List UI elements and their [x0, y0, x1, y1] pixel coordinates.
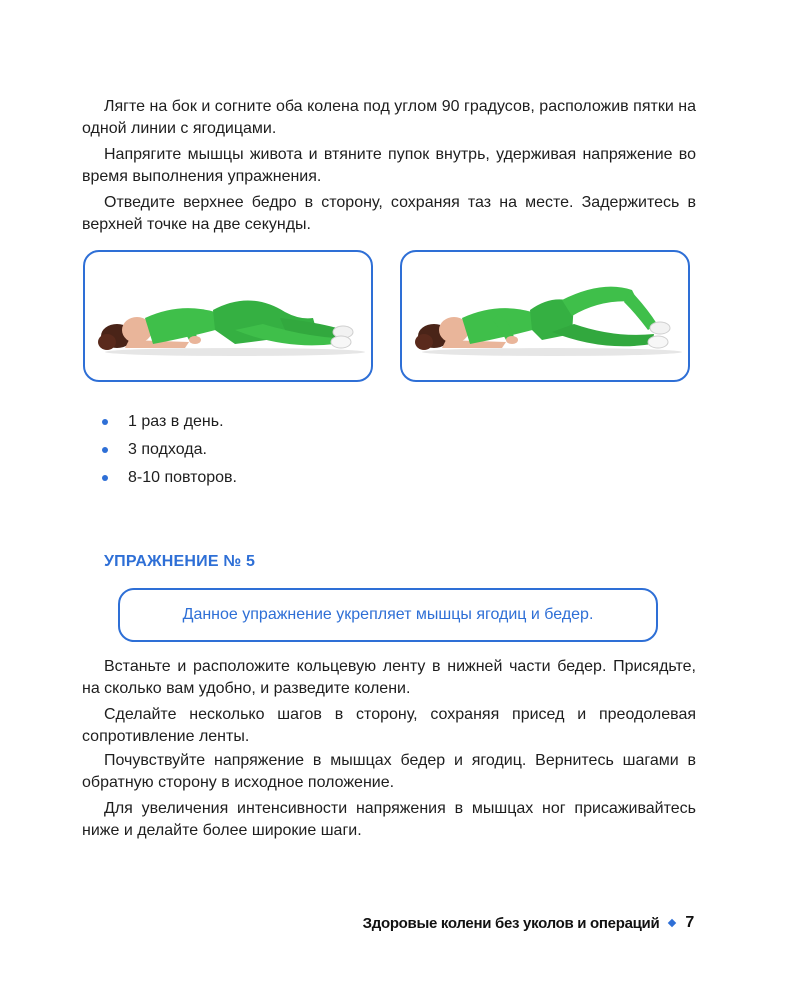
intro-paragraph-3: Отведите верхнее бедро в сторону, сохраняя таз на месте. Задержитесь в верхней точке на две секунды.: [82, 194, 696, 233]
page-number: 7: [685, 914, 694, 931]
exercise-paragraph-1: Встаньте и расположите кольцевую ленту в нижней части бедер. Присядьте, на сколько вам удобно, и разведите колени.: [82, 658, 696, 697]
exercise-paragraph-2: Сделайте несколько шагов в сторону, сохраняя присед и преодолевая сопротивление ленты.: [82, 706, 696, 745]
list-item: 8-10 повторов.: [100, 464, 237, 492]
bullet-icon: [102, 475, 108, 481]
exercise-heading: УПРАЖНЕНИЕ № 5: [104, 553, 256, 570]
page-footer: [363, 914, 694, 932]
exercise-callout: [118, 588, 658, 642]
intro-paragraph-1: Лягте на бок и согните оба колена под углом 90 градусов, расположив пятки на одной линии с ягодицами.: [82, 98, 696, 137]
bullet-icon: [102, 447, 108, 453]
woman-side-lying-knees-together-illustration: [85, 252, 373, 382]
exercise-illustration-start: [83, 250, 373, 382]
list-item: 3 подхода.: [100, 436, 237, 464]
intro-paragraph-2: Напрягите мышцы живота и втяните пупок внутрь, удерживая напряжение во время выполнения упражнения.: [82, 146, 696, 185]
bullet-icon: [102, 419, 108, 425]
book-title: Здоровые колени без уколов и операций: [362, 914, 660, 932]
exercise-paragraph-3: Почувствуйте напряжение в мышцах бедер и ягодиц. Вернитесь шагами в обратную сторону в исходное положение.: [82, 752, 696, 791]
callout-text: Данное упражнение укрепляет мышцы ягодиц и бедер.: [182, 606, 594, 623]
exercise-paragraph-4: Для увеличения интенсивности напряжения в мышцах ног присаживайтесь ниже и делайте более широкие шаги.: [82, 800, 696, 839]
exercise-illustration-raised: [400, 250, 690, 382]
diamond-separator-icon: [668, 919, 676, 927]
woman-side-lying-knee-raised-illustration: [402, 252, 690, 382]
repetition-list: [100, 408, 237, 492]
list-item: 1 раз в день.: [100, 408, 237, 436]
